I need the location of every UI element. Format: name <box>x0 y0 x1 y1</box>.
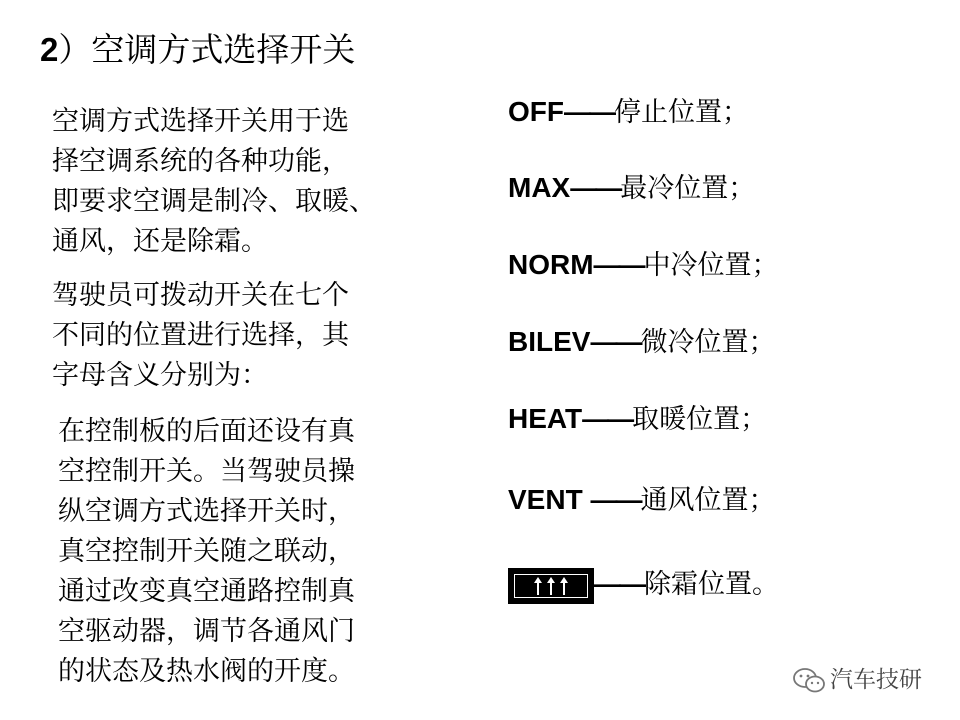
mode-item-vent <box>508 480 775 520</box>
mode-dash: —— <box>582 404 633 434</box>
mode-desc: 微冷位置； <box>640 327 776 358</box>
mode-desc: 通风位置； <box>640 485 776 516</box>
mode-desc: 取暖位置； <box>632 404 768 435</box>
vacuum-paragraph: 在控制板的后面还设有真 空控制开关。当驾驶员操 纵空调方式选择开关时， 真空控制开关随之联动， 通过改变真空通路控制真 空驱动器，调节各通风门 的状态及热水阀的开度。 <box>58 416 355 687</box>
defrost-icon <box>508 568 594 604</box>
title-text: 空调方式选择开关 <box>91 30 356 69</box>
mode-item-bilev <box>508 322 775 362</box>
positions-paragraph: 驾驶员可拨动开关在七个 不同的位置进行选择，其 字母含义分别为： <box>52 280 349 391</box>
mode-code: NORM <box>508 249 594 280</box>
mode-dash: —— <box>570 173 621 203</box>
mode-desc: 中冷位置； <box>643 250 779 281</box>
mode-item-off <box>508 92 749 132</box>
mode-dash: —— <box>594 569 644 599</box>
mode-dash: —— <box>593 250 644 280</box>
mode-desc: 除霜位置。 <box>644 569 779 600</box>
mode-desc: 停止位置； <box>614 97 749 128</box>
page-title <box>40 28 355 72</box>
mode-code: VENT <box>508 484 591 515</box>
wechat-icon <box>792 667 826 695</box>
watermark <box>792 662 922 698</box>
title-number: 2 <box>40 31 59 68</box>
mode-dash: —— <box>590 485 641 515</box>
mode-item-defrost <box>508 564 779 604</box>
mode-code: MAX <box>508 172 571 203</box>
mode-dash: —— <box>564 97 614 127</box>
mode-desc: 最冷位置； <box>620 173 756 204</box>
mode-item-max <box>508 168 755 208</box>
mode-code: OFF <box>508 96 564 127</box>
mode-item-norm <box>508 245 779 285</box>
mode-code: HEAT <box>508 403 583 434</box>
watermark-text: 汽车技研 <box>830 667 922 693</box>
mode-code: BILEV <box>508 326 591 357</box>
mode-item-heat <box>508 399 767 439</box>
mode-dash: —— <box>590 327 641 357</box>
intro-paragraph: 空调方式选择开关用于选 择空调系统的各种功能， 即要求空调是制冷、取暖、 通风，还是除霜。 <box>52 106 376 257</box>
title-bracket: ） <box>58 30 92 69</box>
